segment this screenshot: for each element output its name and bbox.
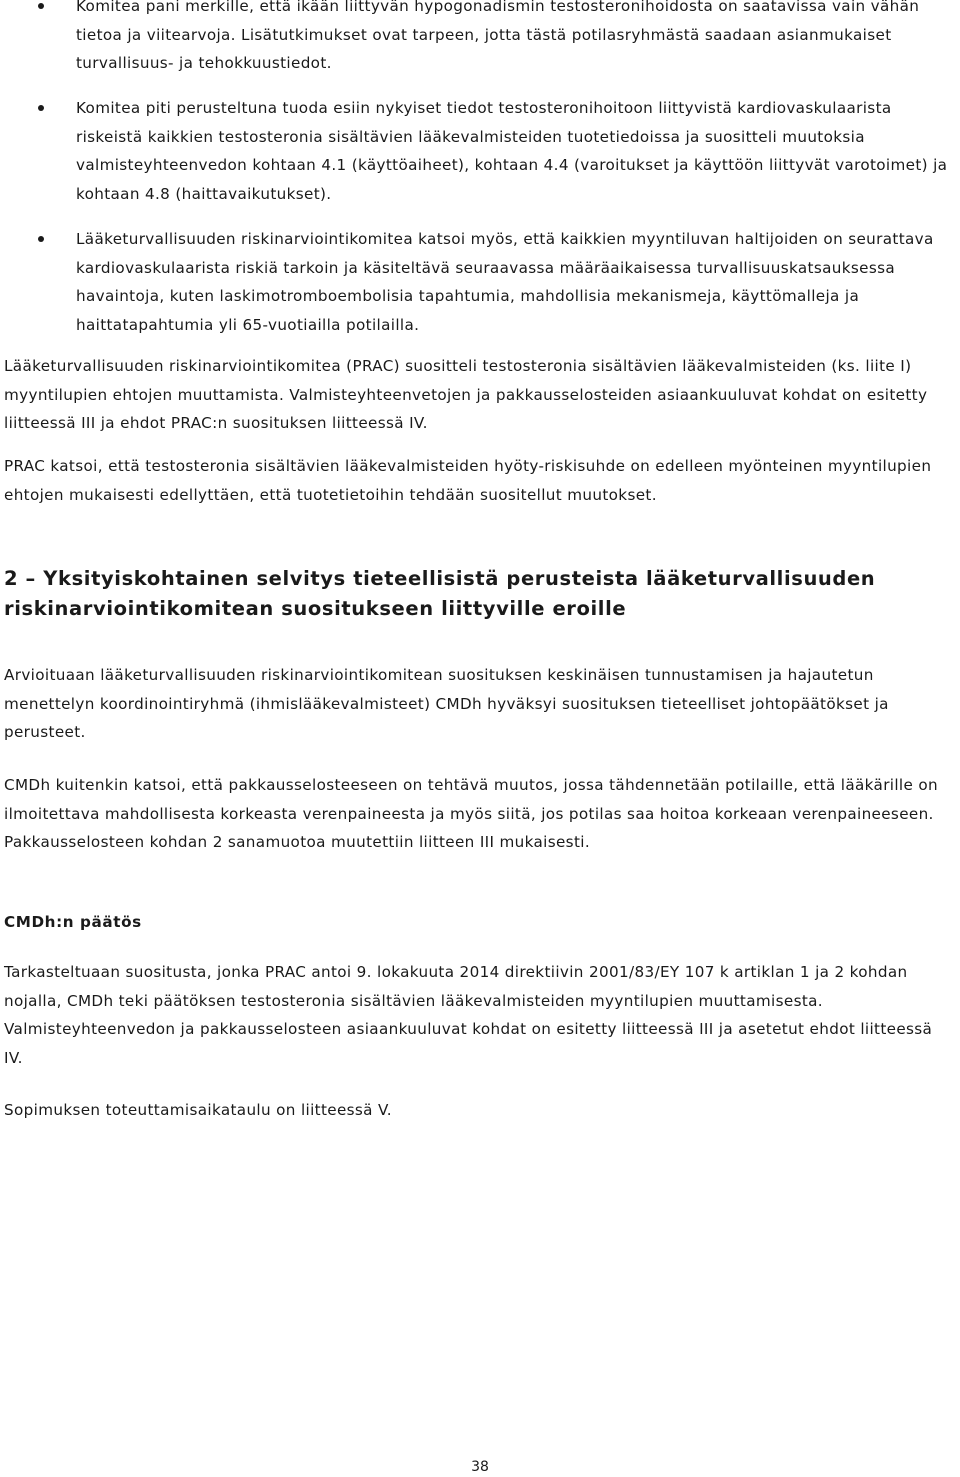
bullet-item [0,225,960,339]
prac-recommendation-paragraph: Lääketurvallisuuden riskinarviointikomitea (PRAC) suositteli testosteronia sisältävien lääkevalmisteiden (ks. liite I) myyntilupien ehtojen muuttamista. Valmisteyhteenvetojen ja pakkausselosteiden asiaankuuluvat kohdat on esitetty liitteessä III ja ehdot PRAC:n suosituksen liitteessä IV. [4,357,928,432]
section-2-heading: 2 – Yksityiskohtainen selvitys tieteellisistä perusteista lääketurvallisuuden riskinarviointikomitean suositukseen liittyville eroille [4,567,876,620]
cmdh-decision-paragraph: Tarkasteltuaan suositusta, jonka PRAC antoi 9. lokakuuta 2014 direktiivin 2001/83/EY 107 k artiklan 1 ja 2 kohdan nojalla, CMDh teki päätöksen testosteronia sisältävien lääkevalmisteiden myyntilupien muuttamisesta. Valmisteyhteenvedon ja pakkausselosteen asiaankuuluvat kohdat on esitetty liitteessä III ja asetetut ehdot liitteessä IV. [4,963,933,1067]
page-number: 38 [471,1459,489,1475]
bullet-dot-icon [38,105,44,111]
bullet-dot-icon [38,3,44,9]
bullet-text: Komitea pani merkille, että ikään liittyvän hypogonadismin testosteronihoidosta on saatavissa vain vähän tietoa ja viitearvoja. Lisätutkimukset ovat tarpeen, jotta tästä potilasryhmästä saadaan asianmukaiset turvallisuus- ja tehokkuustiedot. [76,0,920,72]
schedule-paragraph: Sopimuksen toteuttamisaikataulu on liitteessä V. [4,1101,392,1119]
bullet-text: Lääketurvallisuuden riskinarviointikomitea katsoi myös, että kaikkien myyntiluvan haltijoiden on seurattava kardiovaskulaarista riskiä tarkoin ja käsiteltävä seuraavassa määräaikaisessa turvallisuuskatsauksessa havaintoja, kuten laskimotromboembolisia tapahtumia, mahdollisia mekanismeja, käyttömalleja ja haittatapahtumia yli 65-vuotiailla potilailla. [76,230,934,334]
bullet-dot-icon [38,236,44,242]
prac-conclusion-paragraph: PRAC katsoi, että testosteronia sisältävien lääkevalmisteiden hyöty-riskisuhde on edelleen myönteinen myyntilupien ehtojen mukaisesti edellyttäen, että tuotetietoihin tehdään suositellut muutokset. [4,457,932,504]
cmdh-change-paragraph: CMDh kuitenkin katsoi, että pakkausselosteeseen on tehtävä muutos, jossa tähdennetään potilaille, että lääkärille on ilmoitettava mahdollisesta korkeasta verenpaineesta ja myös siitä, jos potilas saa hoitoa korkeaan verenpaineeseen. Pakkausselosteen kohdan 2 sanamuotoa muutettiin liitteen III mukaisesti. [4,776,938,851]
bullet-text: Komitea piti perusteltuna tuoda esiin nykyiset tiedot testosteronihoitoon liittyvistä kardiovaskulaarista riskeistä kaikkien testosteronia sisältävien lääkevalmisteiden tuotetiedoissa ja suositteli muutoksia valmisteyhteenvedon kohtaan 4.1 (käyttöaiheet), kohtaan 4.4 (varoitukset ja käyttöön liittyvät varotoimet) ja kohtaan 4.8 (haittavaikutukset). [76,99,948,203]
cmdh-assessment-paragraph: Arvioituaan lääketurvallisuuden riskinarviointikomitean suosituksen keskinäisen tunnustamisen ja hajautetun menettelyn koordinointiryhmä (ihmislääkevalmisteet) CMDh hyväksyi suosituksen tieteelliset johtopäätökset ja perusteet. [4,666,889,741]
bullet-item [0,0,960,78]
cmdh-decision-heading: CMDh:n päätös [4,913,142,931]
bullet-item [0,94,960,208]
